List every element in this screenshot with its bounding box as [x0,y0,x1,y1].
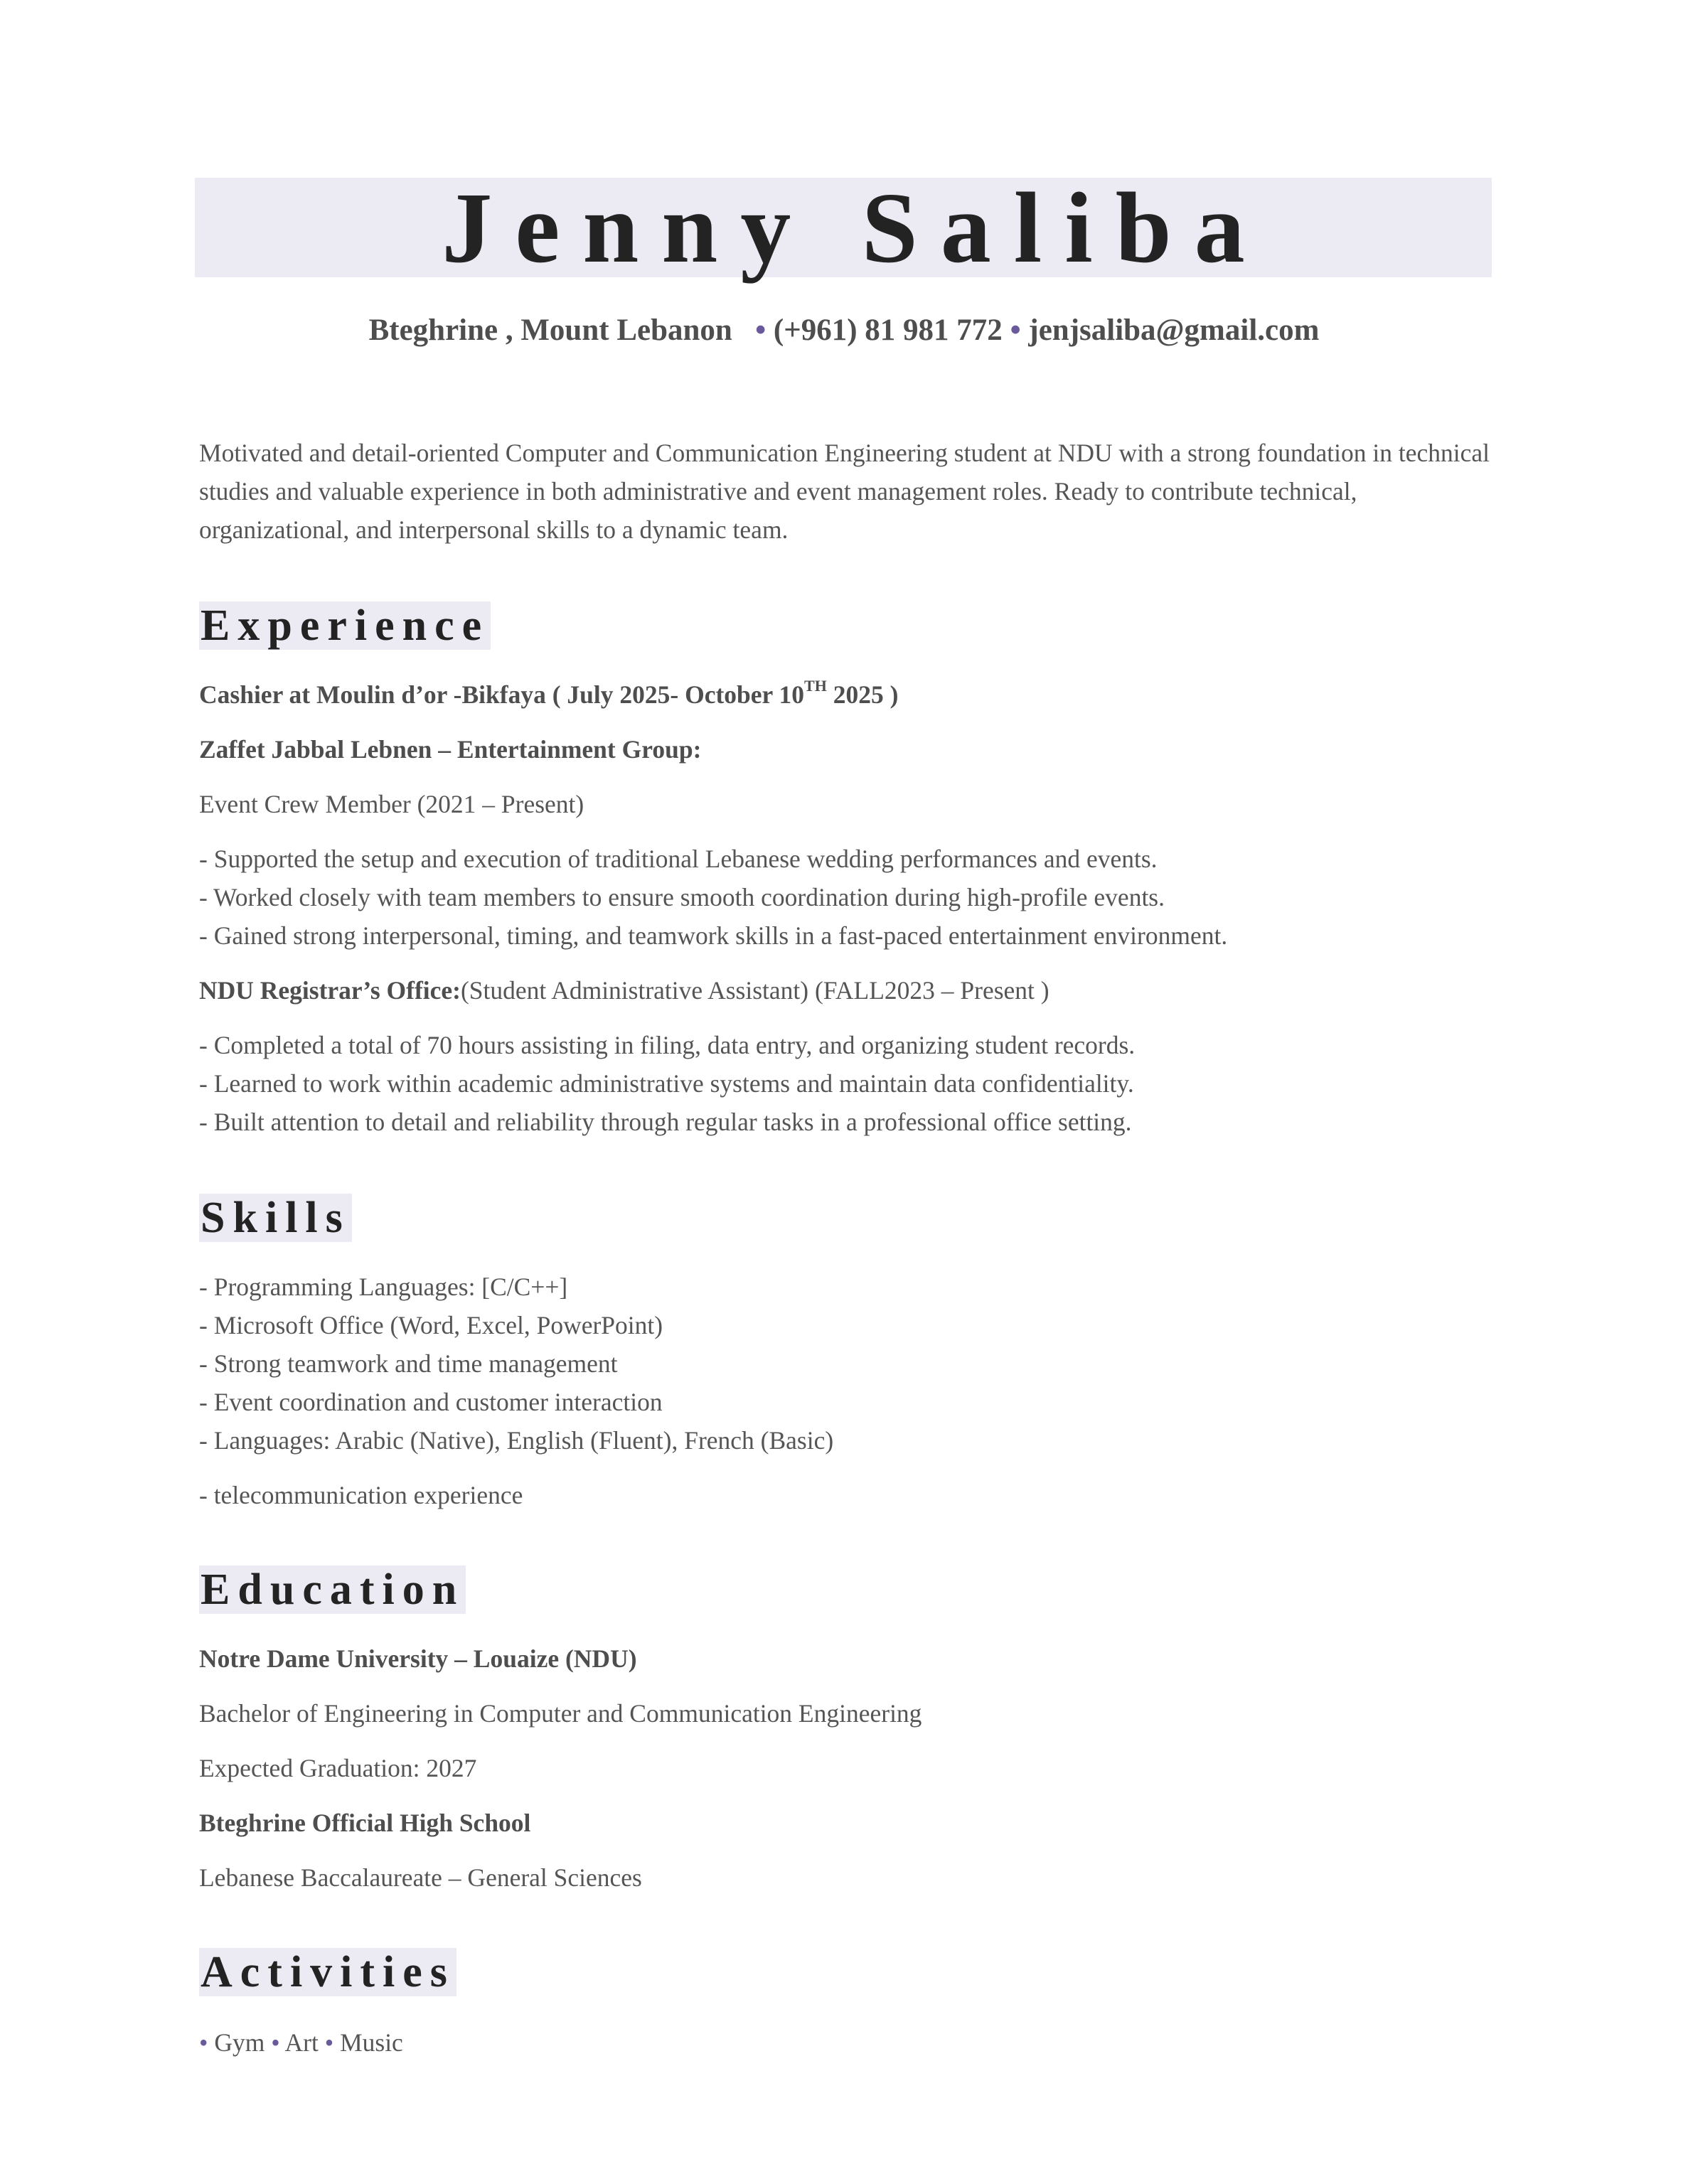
job-registrar-role: (Student Administrative Assistant) (FALL2023 – Present ) [460,976,1049,1005]
job-registrar-line [199,971,1049,1010]
activity-item: Art [284,2028,319,2057]
phone: (+961) 81 981 772 [773,314,1003,347]
experience-heading: Experience [201,601,490,650]
email[interactable]: jenjsaliba@gmail.com [1028,314,1320,347]
location: Bteghrine , Mount Lebanon [368,314,732,347]
education-school-ndu: Notre Dame University – Louaize (NDU) [199,1644,637,1673]
education-graduation: Expected Graduation: 2027 [199,1754,477,1782]
skill-item: - Event coordination and customer interaction [199,1388,663,1416]
bullet-separator: • [324,2028,334,2057]
job-zaffet-org: Zaffet Jabbal Lebnen – Entertainment Group: [199,735,702,764]
activity-item: Music [340,2028,403,2057]
name-banner [195,171,1492,284]
skill-item: - Languages: Arabic (Native), English (Fluent), French (Basic) [199,1426,834,1455]
education-baccalaureate: Lebanese Baccalaureate – General Sciences [199,1863,642,1892]
skill-item: - telecommunication experience [199,1481,523,1509]
bullet-separator: • [755,314,766,347]
activity-item: Gym [214,2028,265,2057]
skills-heading: Skills [201,1194,351,1242]
list-item: - Gained strong interpersonal, timing, and teamwork skills in a fast-paced entertainment environment. [199,921,1228,950]
skill-item: - Microsoft Office (Word, Excel, PowerPoint) [199,1311,663,1339]
job-cashier-title: Cashier at Moulin d’or -Bikfaya ( July 2025- October 10TH 2025 ) [199,677,899,709]
activities-list [199,2023,403,2062]
skill-item: - Strong teamwork and time management [199,1349,618,1378]
activities-heading: Activities [201,1948,455,1996]
bullet-separator: • [271,2028,280,2057]
list-item: - Learned to work within academic administrative systems and maintain data confidentiality. [199,1069,1134,1098]
job-registrar-org: NDU Registrar’s Office: [199,976,461,1005]
candidate-name: Jenny Saliba [442,171,1268,284]
list-item: - Built attention to detail and reliability through regular tasks in a professional office setting. [199,1108,1132,1136]
list-item: - Supported the setup and execution of traditional Lebanese wedding performances and events. [199,845,1158,873]
list-item: - Completed a total of 70 hours assisting in filing, data entry, and organizing student records. [199,1031,1136,1059]
skill-item: - Programming Languages: [C/C++] [199,1273,568,1301]
education-school-highschool: Bteghrine Official High School [199,1809,531,1837]
summary-paragraph: Motivated and detail-oriented Computer and Communication Engineering student at NDU with a strong foundation in technical studies and valuable experience in both administrative and event management roles. Ready to contribute technical, organizational, and interpersonal skills to a dynamic team. [199,439,1490,544]
bullet-separator: • [199,2028,208,2057]
contact-line [0,313,1688,348]
education-degree: Bachelor of Engineering in Computer and Communication Engineering [199,1699,922,1728]
job-zaffet-role: Event Crew Member (2021 – Present) [199,790,584,818]
education-heading: Education [201,1565,465,1614]
bullet-separator: • [1010,314,1021,347]
list-item: - Worked closely with team members to ensure smooth coordination during high-profile events. [199,883,1165,911]
